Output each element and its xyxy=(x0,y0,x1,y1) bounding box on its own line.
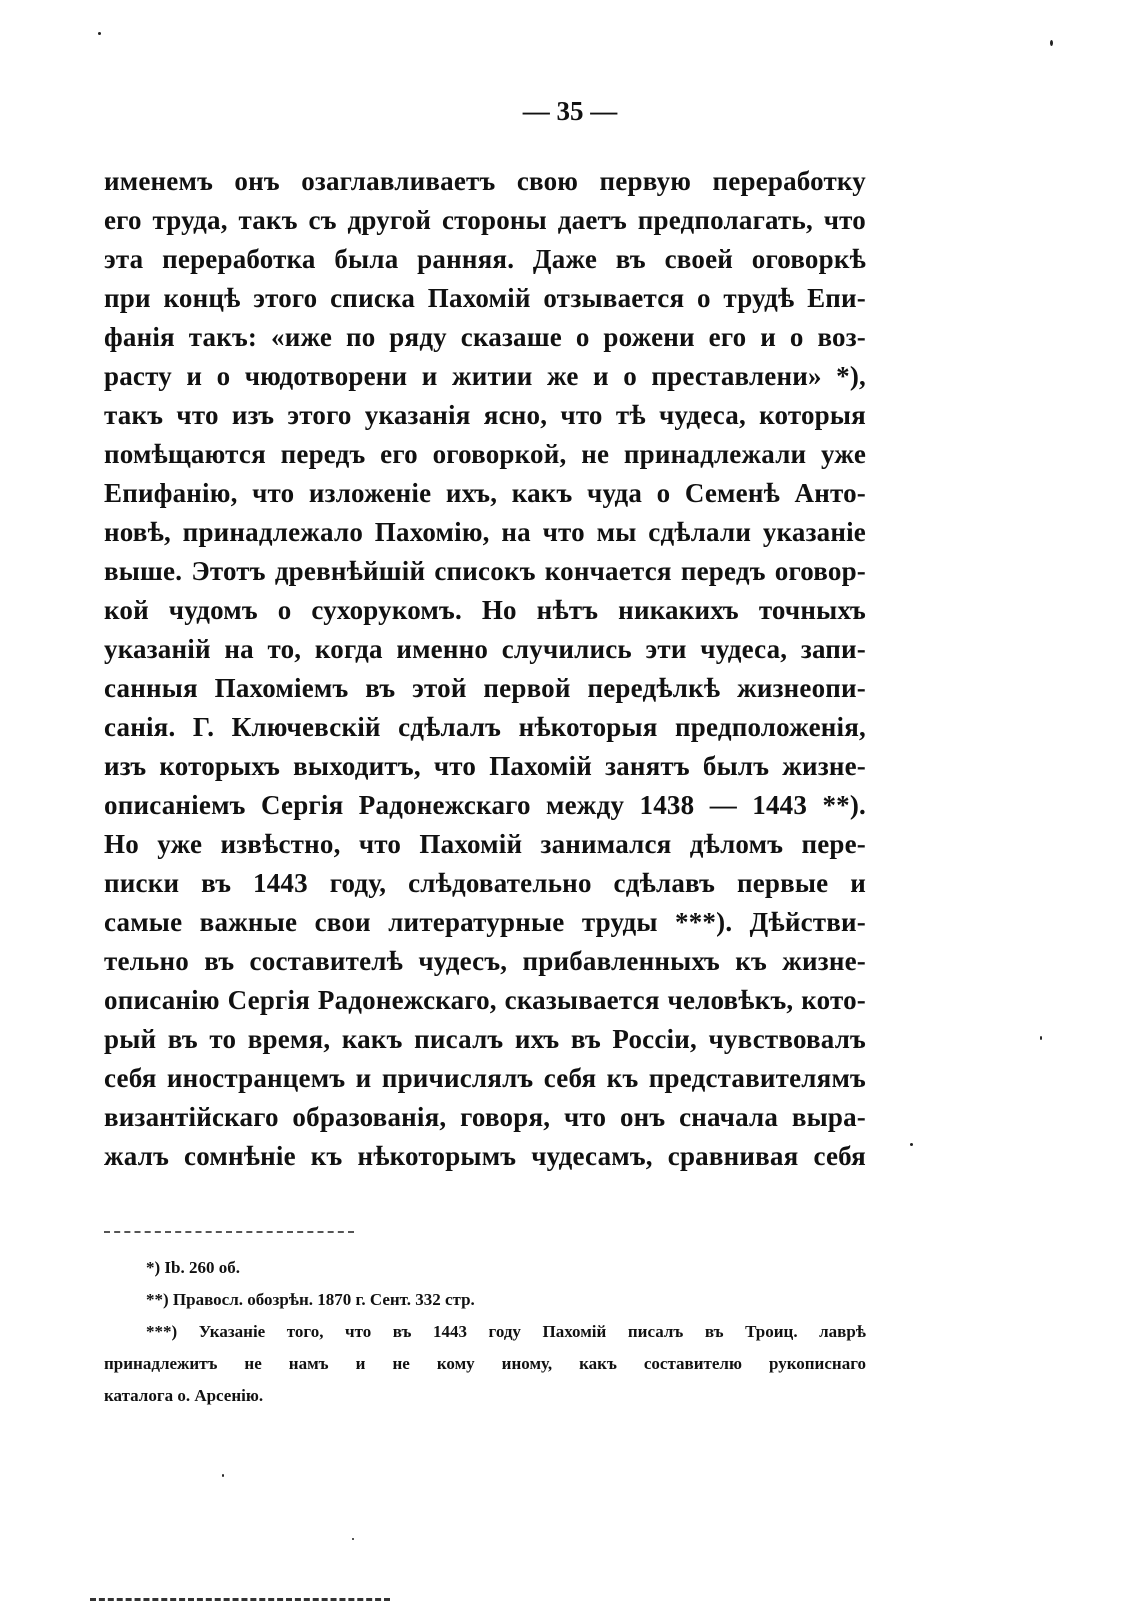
text-line: себя иностранцемъ и причислялъ себя къ представителямъ xyxy=(104,1063,866,1093)
text-line: Епифанію, что изложеніе ихъ, какъ чуда о Семенѣ Анто- xyxy=(104,478,866,508)
text-line: санія. Г. Ключевскій сдѣлалъ нѣкоторыя предположенія, xyxy=(104,712,866,742)
scan-edge-marks xyxy=(90,1598,390,1607)
text-line: помѣщаются передъ его оговоркой, не принадлежали уже xyxy=(104,439,866,469)
text-line: самые важные свои литературные труды ***). Дѣйстви- xyxy=(104,907,866,937)
scan-speck xyxy=(98,32,101,35)
text-line: такъ что изъ этого указанія ясно, что тѣ чудеса, которыя xyxy=(104,400,866,430)
text-line: писки въ 1443 году, слѣдовательно сдѣлавъ первые и xyxy=(104,868,866,898)
text-line: тельно въ составителѣ чудесъ, прибавленныхъ къ жизне- xyxy=(104,946,866,976)
footnote: *) Ib. 260 об. xyxy=(146,1258,240,1277)
text-line: указаній на то, когда именно случились эти чудеса, запи- xyxy=(104,634,866,664)
text-line: при концѣ этого списка Пахомій отзывается о трудѣ Епи- xyxy=(104,283,866,313)
text-line: рый въ то время, какъ писалъ ихъ въ Россіи, чувствовалъ xyxy=(104,1024,866,1054)
footnotes xyxy=(104,1252,866,1412)
text-line: расту и о чюдотворени и житии же и о преставлени» *), xyxy=(104,361,866,391)
footnote: ***) Указаніе того, что въ 1443 году Пахомій писалъ въ Троиц. лаврѣ xyxy=(146,1322,866,1341)
text-line: фанія такъ: «иже по ряду сказаше о рожени его и о воз- xyxy=(104,322,866,352)
text-line: кой чудомъ о сухорукомъ. Но нѣтъ никакихъ точныхъ xyxy=(104,595,866,625)
text-line: Но уже извѣстно, что Пахомій занимался дѣломъ пере- xyxy=(104,829,866,859)
text-line: изъ которыхъ выходитъ, что Пахомій занятъ былъ жизне- xyxy=(104,751,866,781)
text-line: его труда, такъ съ другой стороны даетъ предполагать, что xyxy=(104,205,866,235)
text-line: именемъ онъ озаглавливаетъ свою первую переработку xyxy=(104,166,866,196)
text-line: новѣ, принадлежало Пахомію, на что мы сдѣлали указаніе xyxy=(104,517,866,547)
text-line: византійскаго образованія, говоря, что онъ сначала выра- xyxy=(104,1102,866,1132)
text-line: жалъ сомнѣніе къ нѣкоторымъ чудесамъ, сравнивая себя xyxy=(104,1141,866,1171)
scan-speck xyxy=(910,1143,913,1146)
text-line: санныя Пахоміемъ въ этой первой передѣлкѣ жизнеопи- xyxy=(104,673,866,703)
text-line: выше. Этотъ древнѣйшій списокъ кончается передъ оговор- xyxy=(104,556,866,586)
footnote-continuation: каталога о. Арсенію. xyxy=(104,1386,264,1405)
scan-speck xyxy=(1050,40,1053,46)
footnote-continuation: принадлежитъ не намъ и не кому иному, какъ составителю рукописнаго xyxy=(104,1354,866,1373)
text-line: эта переработка была ранняя. Даже въ своей оговоркѣ xyxy=(104,244,866,274)
text-line: описаніемъ Сергія Радонежскаго между 1438 — 1443 **). xyxy=(104,790,866,820)
footnote: **) Правосл. обозрѣн. 1870 г. Сент. 332 стр. xyxy=(146,1290,475,1309)
scan-speck xyxy=(352,1538,354,1540)
scan-speck xyxy=(222,1474,224,1477)
page-number: — 35 — xyxy=(522,96,618,126)
footnote-separator xyxy=(104,1231,354,1233)
text-line: описанію Сергія Радонежскаго, сказывается человѣкъ, кото- xyxy=(104,985,866,1015)
scan-speck xyxy=(1040,1036,1042,1040)
body-text xyxy=(104,162,866,1176)
